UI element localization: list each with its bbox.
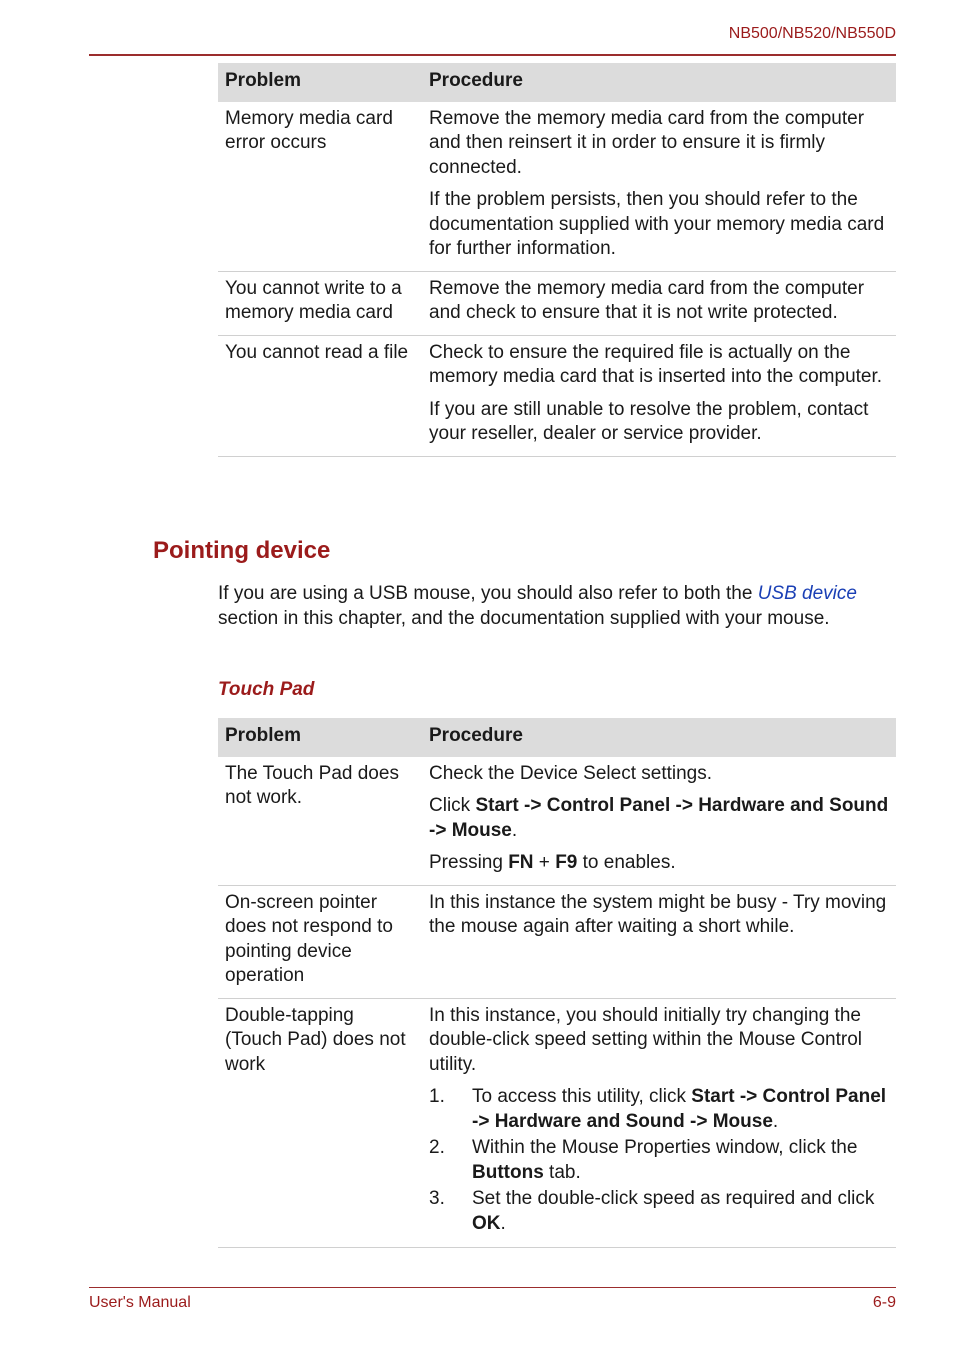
step-text-part: . xyxy=(772,1110,779,1132)
tab-name: Buttons xyxy=(472,1161,544,1183)
table-header-row xyxy=(218,718,896,757)
step-text xyxy=(472,1085,889,1134)
page-number: 6-9 xyxy=(872,1294,896,1311)
header-divider xyxy=(89,54,896,56)
menu-path: Start -> Control Panel -> Hardware and Sound -> Mouse xyxy=(429,795,889,841)
step-text xyxy=(472,1136,889,1185)
procedure-cell xyxy=(422,335,896,456)
procedure-text: If the problem persists, then you should refer to the documentation supplied with your memory media card for further information. xyxy=(429,189,885,259)
procedure-text: Remove the memory media card from the computer and then reinsert it in order to ensure it is firmly connected. xyxy=(429,107,865,178)
button-name: OK xyxy=(472,1212,501,1234)
procedure-text: In this instance, you should initially try changing the double-click speed setting within the Mouse Control utility. xyxy=(429,1004,863,1075)
procedure-cell xyxy=(422,102,896,272)
table-row xyxy=(218,885,896,998)
key-name: FN xyxy=(508,852,534,873)
step-text-part: . xyxy=(500,1212,506,1234)
procedure-text: Check to ensure the required file is actually on the memory media card that is inserted into the computer. xyxy=(429,341,883,387)
procedure-cell xyxy=(422,271,896,335)
step-text-part: Within the Mouse Properties window, click the xyxy=(472,1137,858,1158)
procedure-text-part: to enables. xyxy=(577,852,676,873)
subsection-title: Touch Pad xyxy=(218,679,315,700)
intro-text-before: If you are using a USB mouse, you should also refer to both the xyxy=(218,583,758,604)
problem-cell: You cannot read a file xyxy=(218,335,422,456)
section-intro xyxy=(218,582,888,631)
col-problem-header: Problem xyxy=(218,63,422,102)
procedure-cell xyxy=(422,757,896,886)
section-title: Pointing device xyxy=(153,537,331,564)
procedure-cell xyxy=(422,885,896,998)
procedure-text: In this instance the system might be busy - Try moving the mouse again after waiting a short while. xyxy=(429,891,887,937)
procedure-text-part: + xyxy=(533,852,556,873)
procedure-cell xyxy=(422,998,896,1248)
step-number: 3. xyxy=(429,1188,445,1209)
step-item xyxy=(429,1085,889,1134)
step-item xyxy=(429,1136,889,1185)
memory-card-trouble-table xyxy=(218,63,896,457)
problem-cell: Double-tapping (Touch Pad) does not work xyxy=(218,998,422,1248)
footer-divider xyxy=(89,1287,896,1288)
problem-cell: Memory media card error occurs xyxy=(218,102,422,272)
step-text-part: To access this utility, click xyxy=(472,1086,692,1107)
procedure-text-part: . xyxy=(511,819,518,841)
step-text xyxy=(472,1187,889,1236)
problem-cell: The Touch Pad does not work. xyxy=(218,757,422,886)
touch-pad-trouble-table xyxy=(218,718,896,1248)
step-text-part: Set the double-click speed as required and click xyxy=(472,1188,875,1209)
col-problem-header: Problem xyxy=(218,718,422,757)
usb-device-link[interactable]: USB device xyxy=(757,583,857,604)
problem-cell: On-screen pointer does not respond to pointing device operation xyxy=(218,885,422,998)
table-header-row xyxy=(218,63,896,102)
step-number: 1. xyxy=(429,1086,445,1107)
table-row xyxy=(218,998,896,1248)
table-row xyxy=(218,271,896,335)
procedure-text: If you are still unable to resolve the problem, contact your reseller, dealer or service provider. xyxy=(429,398,869,444)
table-row xyxy=(218,335,896,456)
header-model: NB500/NB520/NB550D xyxy=(728,25,896,42)
col-procedure-header: Procedure xyxy=(422,718,896,757)
table-row xyxy=(218,102,896,272)
step-text-part: tab. xyxy=(543,1161,581,1183)
col-procedure-header: Procedure xyxy=(422,63,896,102)
step-number: 2. xyxy=(429,1137,445,1158)
procedure-text xyxy=(429,794,889,843)
footer-title: User's Manual xyxy=(89,1294,191,1311)
procedure-text-part: Pressing xyxy=(429,852,509,873)
problem-cell: You cannot write to a memory media card xyxy=(218,271,422,335)
procedure-text-part: Click xyxy=(429,795,476,816)
key-name: F9 xyxy=(555,852,578,873)
step-list xyxy=(429,1085,889,1236)
procedure-text xyxy=(429,851,889,876)
menu-path: Start -> Control Panel -> Hardware and Sound -> Mouse xyxy=(472,1086,887,1132)
table-row xyxy=(218,757,896,886)
intro-text-after: section in this chapter, and the documentation supplied with your mouse. xyxy=(218,607,830,629)
procedure-text: Remove the memory media card from the computer and check to ensure that it is not write protected. xyxy=(429,277,865,323)
step-item xyxy=(429,1187,889,1236)
procedure-text: Check the Device Select settings. xyxy=(429,762,713,784)
